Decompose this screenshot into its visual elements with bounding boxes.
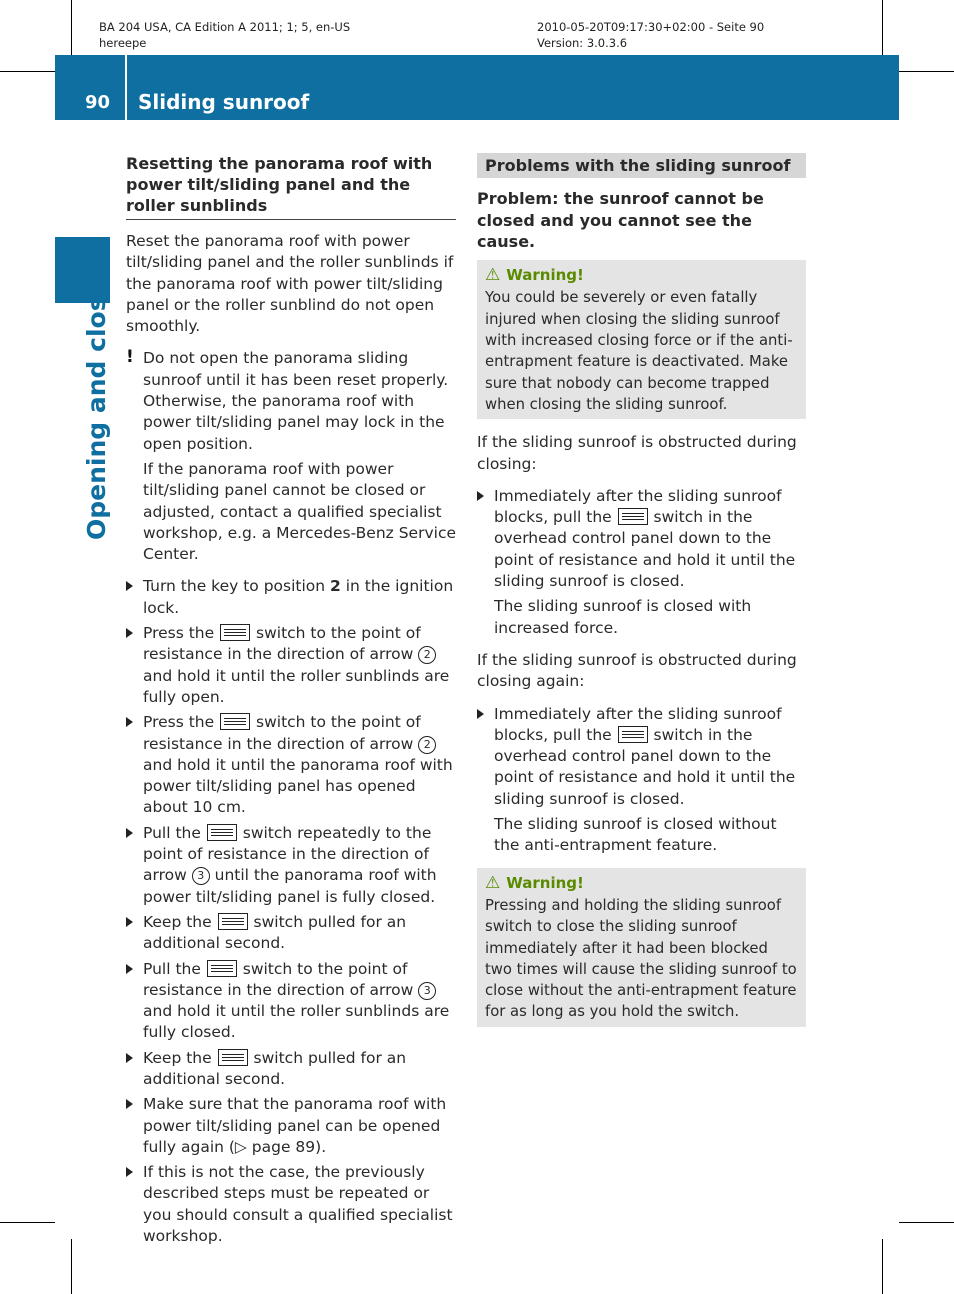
step-text: and hold it until the roller sunblinds are fully closed.	[143, 1002, 450, 1042]
step-text: switch pulled for an additional second.	[143, 1048, 407, 1088]
step-text: Immediately after the sliding sunroof blocks, pull the	[494, 704, 782, 744]
arrow-number-badge: 3	[192, 867, 210, 885]
warning-label: Warning!	[506, 266, 584, 285]
warning-header	[485, 873, 798, 894]
step-text: Pull the	[143, 959, 206, 978]
notice-exclamation-icon: !	[126, 347, 134, 368]
header-divider	[125, 55, 127, 120]
notice-text: Do not open the panorama sliding sunroof until it has been reset properly. Otherwise, the panorama roof with power tilt/sliding panel may lock in the open position.	[143, 349, 449, 453]
result-text: The sliding sunroof is closed with increased force.	[494, 597, 752, 637]
list-item	[126, 1048, 456, 1091]
step-text: switch to the point of resistance in the direction of arrow	[143, 624, 421, 664]
step-text: switch repeatedly to the point of resistance in the direction of arrow	[143, 823, 432, 885]
crop-mark	[882, 1239, 883, 1294]
switch-icon	[618, 726, 648, 743]
intro-paragraph: Reset the panorama roof with power tilt/sliding panel and the roller sunblinds if the panorama roof with power tilt/sliding panel or the roller sunblind do not open smoothly.	[126, 232, 454, 336]
print-meta-right	[537, 19, 764, 51]
step-arrow-icon	[126, 628, 133, 638]
list-item	[126, 959, 456, 1044]
step-arrow-icon	[126, 581, 133, 591]
step-arrow-icon	[126, 1099, 133, 1109]
notice-block	[126, 348, 456, 454]
step-arrow-icon	[126, 717, 133, 727]
step-arrow-icon	[126, 964, 133, 974]
section-heading: Resetting the panorama roof with power tilt/sliding panel and the roller sunblinds	[126, 153, 456, 220]
crop-mark	[0, 71, 55, 72]
step-text: switch pulled for an additional second.	[143, 912, 407, 953]
list-item	[126, 712, 456, 818]
left-column	[126, 153, 456, 1251]
notice-text-2: If the panorama roof with power tilt/sliding panel cannot be closed or adjusted, contact a qualified specialist workshop, e.g. a Mercedes-Benz Service Center.	[143, 459, 456, 564]
warning-text: Pressing and holding the sliding sunroof switch to close the sliding sunroof immediately after it had been blocked two times will cause the sliding sunroof to close without the anti-entrapment feature for as long as you hold the switch.	[485, 896, 797, 1021]
switch-icon	[220, 624, 250, 641]
crop-mark	[882, 0, 883, 55]
list-item	[126, 623, 456, 708]
switch-icon	[207, 824, 237, 841]
step-text: until the panorama roof with power tilt/sliding panel is fully closed.	[143, 866, 437, 906]
switch-icon	[207, 960, 237, 977]
crop-mark	[71, 0, 72, 55]
crop-mark	[899, 1222, 954, 1223]
paragraph: If the sliding sunroof is obstructed during closing again:	[477, 650, 797, 691]
arrow-number-badge: 2	[418, 646, 436, 664]
step-text: switch to the point of resistance in the direction of arrow	[143, 713, 421, 753]
step-text: switch in the overhead control panel down to the point of resistance and hold it until the sliding sunroof is closed.	[494, 725, 796, 808]
crop-mark	[0, 1222, 55, 1223]
list-item	[477, 486, 806, 592]
step-text: Pull the	[143, 823, 206, 842]
step-text: If this is not the case, the previously described steps must be repeated or you should consult a qualified specialist workshop.	[143, 1163, 453, 1246]
crop-mark	[71, 1239, 72, 1294]
step-text: Press the	[143, 713, 220, 732]
step-text: and hold it until the panorama roof with power tilt/sliding panel has opened about 10 cm.	[143, 755, 453, 817]
switch-icon	[618, 508, 648, 525]
section-heading: Problems with the sliding sunroof	[477, 153, 806, 178]
warning-header	[485, 265, 798, 286]
meta-line: 2010-05-20T09:17:30+02:00 - Seite 90	[537, 20, 765, 34]
key-position: 2	[330, 577, 341, 596]
step-text: switch in the overhead control panel down to the point of resistance and hold it until the sliding sunroof is closed.	[494, 508, 796, 591]
switch-icon	[218, 1049, 248, 1066]
switch-icon	[218, 913, 248, 930]
list-item	[126, 912, 456, 955]
step-arrow-icon	[477, 709, 484, 719]
page-title: Sliding sunroof	[138, 90, 310, 114]
step-text: and hold it until the roller sunblinds are fully open.	[143, 666, 450, 706]
step-text: Turn the key to position	[143, 577, 331, 596]
step-arrow-icon	[126, 828, 133, 838]
meta-line: hereepe	[99, 36, 147, 50]
warning-triangle-icon: ⚠	[485, 872, 501, 893]
list-item	[126, 576, 456, 619]
step-text: Make sure that the panorama roof with power tilt/sliding panel can be opened fully again (▷ page 89).	[143, 1095, 447, 1156]
step-arrow-icon	[126, 1053, 133, 1063]
paragraph: If the sliding sunroof is obstructed during closing:	[477, 433, 797, 473]
step-text: in the ignition lock.	[143, 577, 454, 617]
step-text: switch to the point of resistance in the direction of arrow	[143, 959, 419, 999]
list-item	[126, 1094, 456, 1158]
list-item	[126, 1162, 456, 1247]
arrow-number-badge: 2	[418, 736, 436, 754]
crop-mark	[899, 71, 954, 72]
result-text: The sliding sunroof is closed without the anti-entrapment feature.	[494, 815, 777, 855]
arrow-number-badge: 3	[418, 982, 436, 1000]
warning-triangle-icon: ⚠	[485, 265, 501, 286]
step-arrow-icon	[126, 917, 133, 927]
print-meta-left	[99, 19, 350, 51]
step-text: Immediately after the sliding sunroof blocks, pull the	[494, 486, 782, 527]
list-item	[477, 704, 806, 810]
step-text: Keep the	[143, 1048, 217, 1067]
step-text: Keep the	[143, 912, 217, 931]
warning-box	[477, 260, 806, 419]
page-number: 90	[85, 92, 111, 113]
right-column	[477, 153, 806, 1040]
step-text: Press the	[143, 624, 220, 643]
meta-line: BA 204 USA, CA Edition A 2011; 1; 5, en-US	[99, 20, 351, 34]
warning-label: Warning!	[506, 873, 584, 892]
list-item	[126, 823, 456, 908]
warning-box	[477, 868, 806, 1027]
meta-line: Version: 3.0.3.6	[537, 36, 628, 50]
step-arrow-icon	[126, 1167, 133, 1177]
chapter-label: Opening and closing	[82, 252, 111, 540]
step-arrow-icon	[477, 491, 484, 501]
switch-icon	[220, 713, 250, 730]
problem-statement: Problem: the sunroof cannot be closed and you cannot see the cause.	[477, 189, 764, 251]
warning-text: You could be severely or even fatally injured when closing the sliding sunroof with increased closing force or if the anti-entrapment feature is deactivated. Make sure that nobody can become trapped when closing the sliding sunroof.	[485, 289, 793, 413]
